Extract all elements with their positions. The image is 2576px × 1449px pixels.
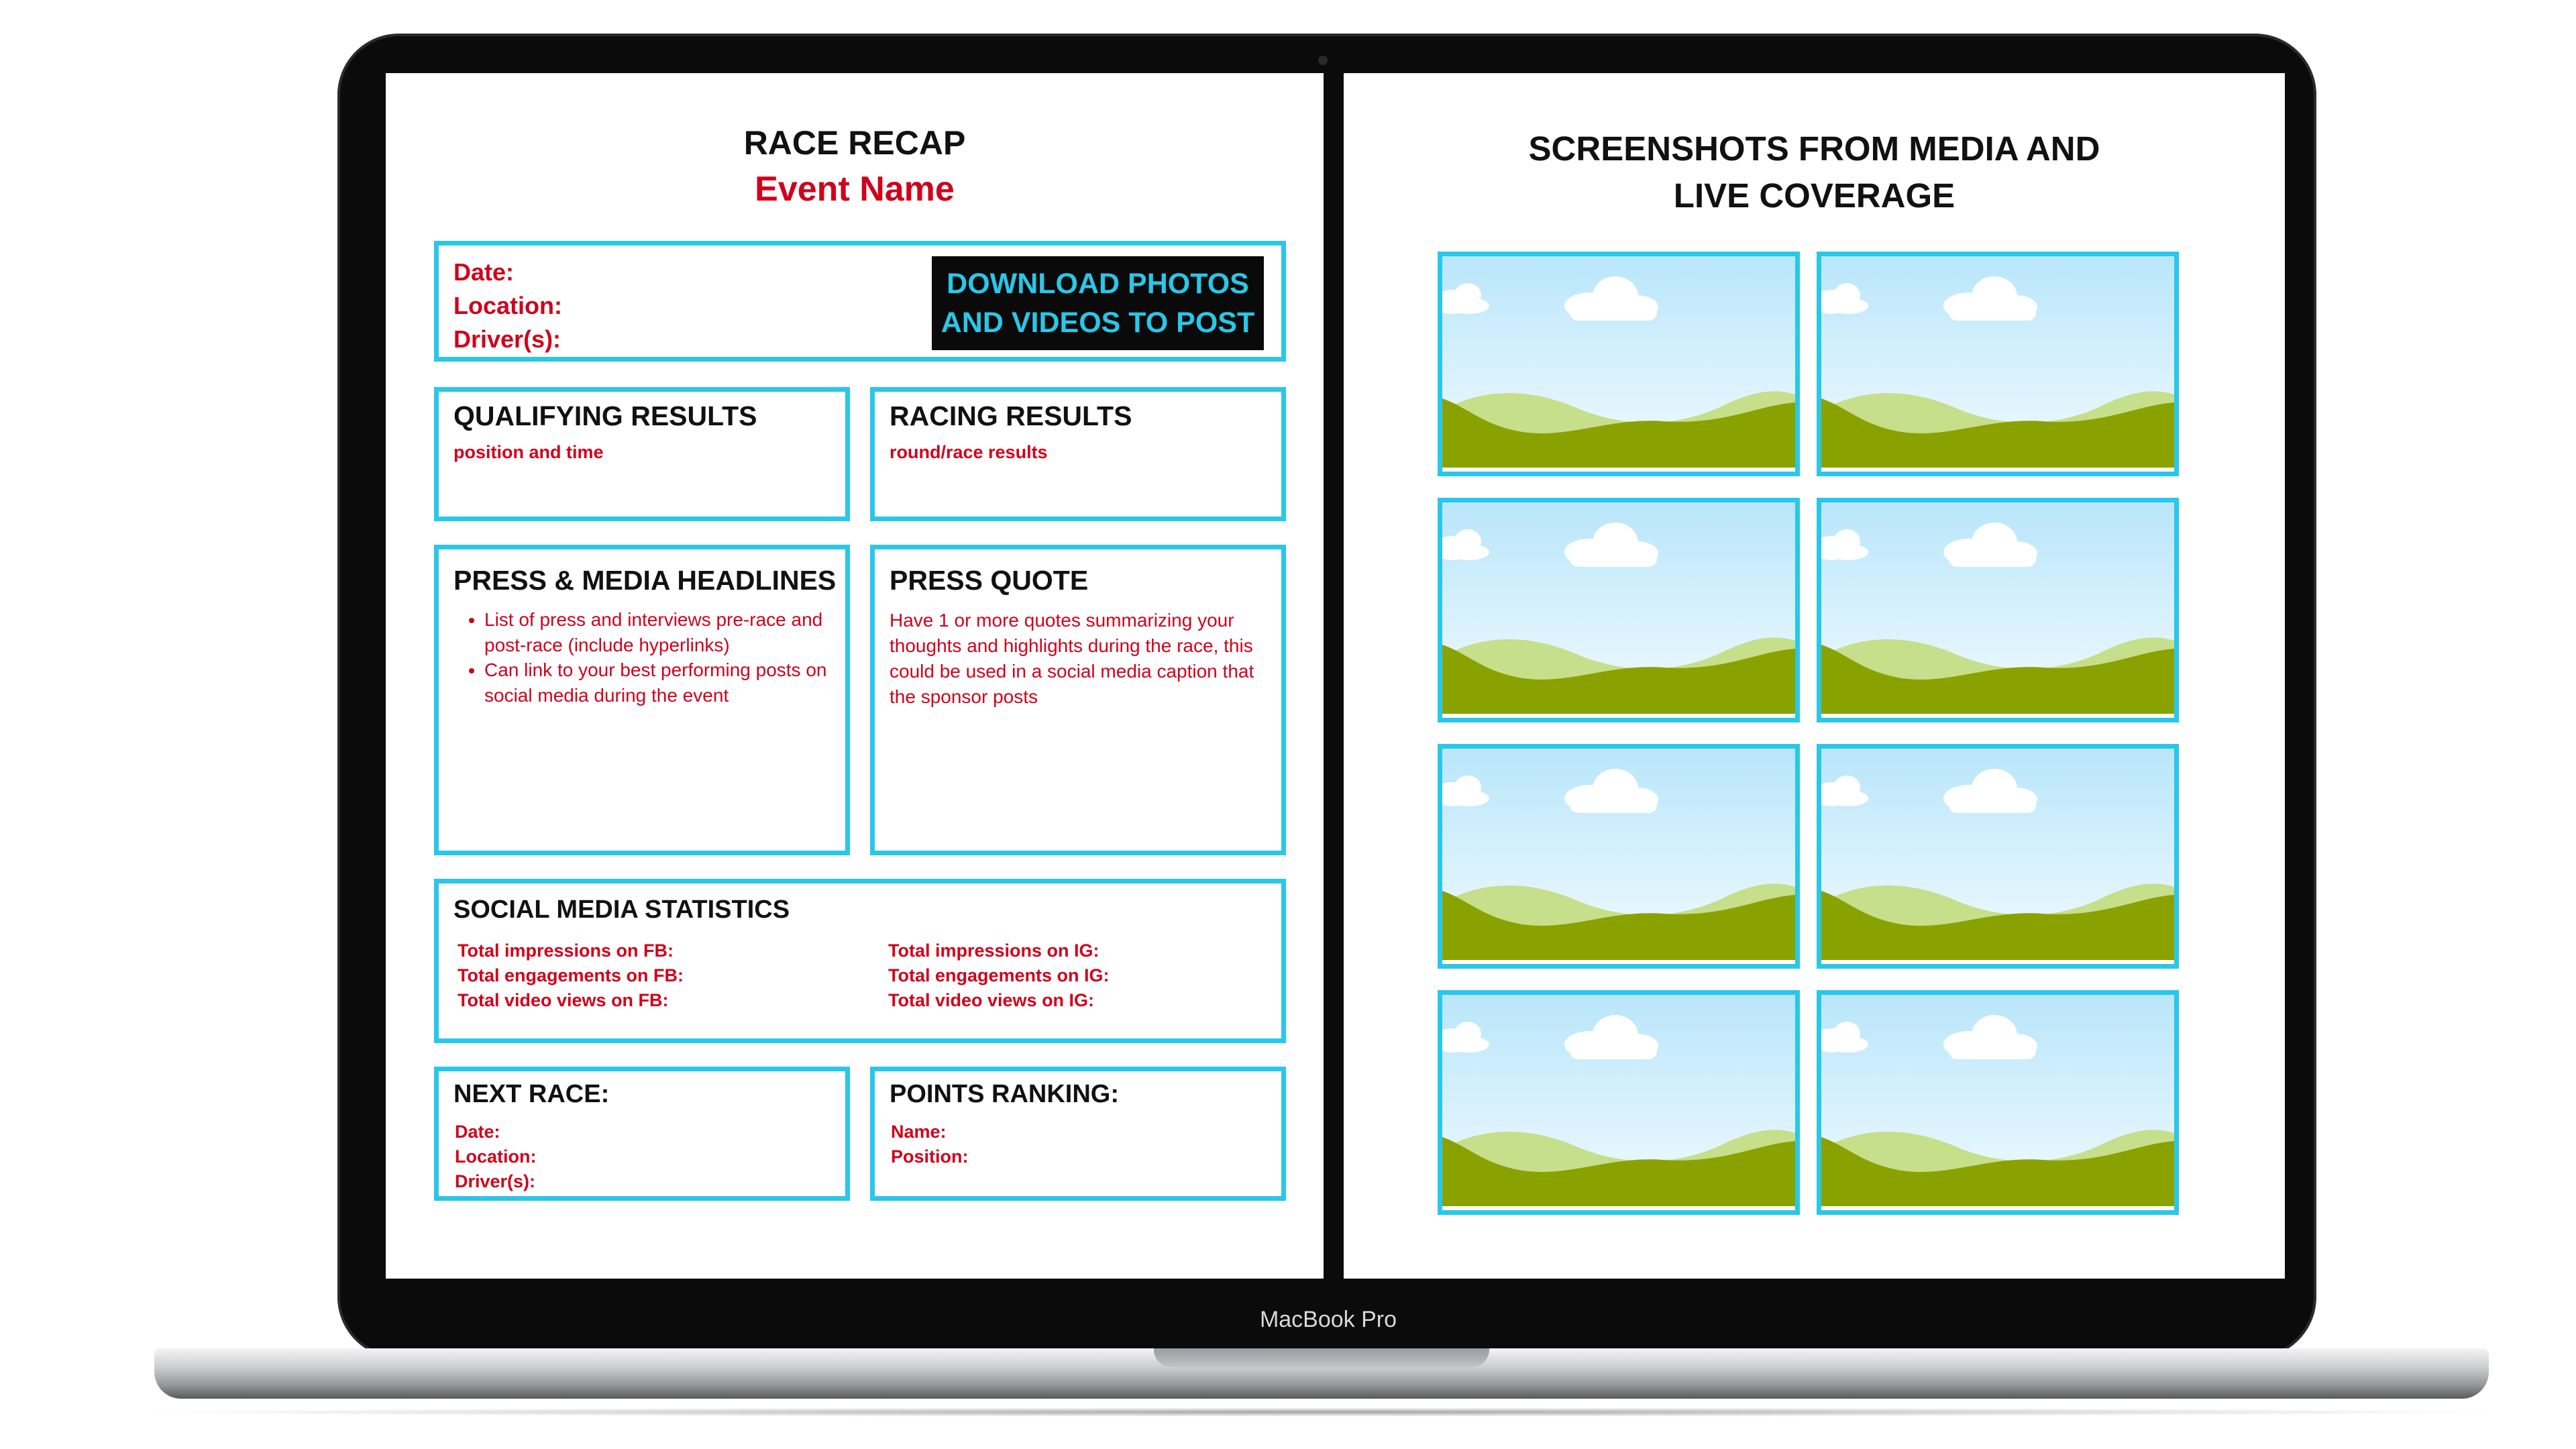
ig-engagements-label: Total engagements on IG: bbox=[888, 965, 1110, 985]
page-title: RACE RECAP bbox=[743, 124, 966, 162]
points-ranking-card bbox=[870, 1067, 1286, 1201]
landscape-image-placeholder-icon bbox=[1438, 744, 1800, 969]
ig-video-views-label: Total video views on IG: bbox=[888, 990, 1095, 1010]
laptop-notch bbox=[1154, 1348, 1489, 1367]
racing-results-card bbox=[870, 387, 1286, 521]
event-info-card bbox=[434, 241, 1286, 362]
next-race-title: NEXT RACE: bbox=[453, 1080, 610, 1108]
next-race-location-label: Location: bbox=[455, 1146, 537, 1167]
points-position-label: Position: bbox=[891, 1146, 969, 1167]
landscape-image-placeholder-icon bbox=[1817, 498, 2179, 722]
fb-video-views-label: Total video views on FB: bbox=[458, 990, 669, 1010]
screenshots-title-line2: LIVE COVERAGE bbox=[1673, 176, 1955, 215]
fb-stats bbox=[458, 938, 684, 1013]
points-ranking-fields bbox=[891, 1120, 969, 1169]
press-headlines-title: PRESS & MEDIA HEADLINES bbox=[453, 565, 837, 596]
fb-impressions-label: Total impressions on FB: bbox=[458, 941, 674, 961]
download-button-label: DOWNLOAD PHOTOS AND VIDEOS TO POST bbox=[941, 268, 1255, 339]
press-headlines-list bbox=[453, 607, 833, 708]
next-race-fields bbox=[455, 1120, 537, 1194]
ig-impressions-label: Total impressions on IG: bbox=[888, 941, 1099, 961]
press-quote-title: PRESS QUOTE bbox=[890, 565, 1089, 596]
qualifying-results-card bbox=[434, 387, 850, 521]
fb-engagements-label: Total engagements on FB: bbox=[458, 965, 684, 985]
press-quote-body: Have 1 or more quotes summarizing your thoughts and highlights during the race, this could be used in a social media caption that the sponsor posts bbox=[890, 610, 1254, 707]
landscape-image-placeholder-icon bbox=[1438, 990, 1800, 1215]
ig-stats bbox=[888, 938, 1110, 1013]
drivers-label: Driver(s): bbox=[453, 325, 561, 353]
landscape-image-placeholder-icon bbox=[1817, 990, 2179, 1215]
list-item: • Can link to your best performing posts on social media during the event bbox=[484, 657, 833, 708]
event-name: Event Name bbox=[755, 170, 955, 209]
left-page bbox=[386, 73, 1324, 1279]
racing-hint: round/race results bbox=[890, 442, 1048, 462]
press-headlines-card bbox=[434, 545, 850, 855]
screenshots-title bbox=[1344, 125, 2285, 219]
list-item: • List of press and interviews pre-race and post-race (include hyperlinks) bbox=[484, 607, 833, 657]
location-label: Location: bbox=[453, 292, 562, 319]
landscape-image-placeholder-icon bbox=[1817, 744, 2179, 969]
download-photos-button[interactable] bbox=[932, 256, 1264, 350]
landscape-image-placeholder-icon bbox=[1817, 252, 2179, 476]
laptop-shadow bbox=[127, 1407, 2516, 1417]
next-race-drivers-label: Driver(s): bbox=[455, 1171, 536, 1191]
date-label: Date: bbox=[453, 258, 515, 286]
social-stats-card bbox=[434, 879, 1286, 1043]
press-quote-card bbox=[870, 545, 1286, 855]
points-name-label: Name: bbox=[891, 1122, 947, 1142]
qualifying-hint: position and time bbox=[453, 442, 604, 462]
qualifying-title: QUALIFYING RESULTS bbox=[453, 400, 757, 431]
camera-icon bbox=[1318, 56, 1328, 65]
device-label: MacBook Pro bbox=[1259, 1307, 1397, 1332]
screenshots-title-line1: SCREENSHOTS FROM MEDIA AND bbox=[1528, 129, 2100, 168]
points-ranking-title: POINTS RANKING: bbox=[890, 1080, 1119, 1108]
social-stats-title: SOCIAL MEDIA STATISTICS bbox=[453, 896, 790, 924]
landscape-image-placeholder-icon bbox=[1438, 252, 1800, 476]
racing-title: RACING RESULTS bbox=[890, 400, 1132, 431]
next-race-date-label: Date: bbox=[455, 1122, 500, 1142]
next-race-card bbox=[434, 1067, 850, 1201]
landscape-image-placeholder-icon bbox=[1438, 498, 1800, 722]
right-page bbox=[1344, 73, 2285, 1279]
